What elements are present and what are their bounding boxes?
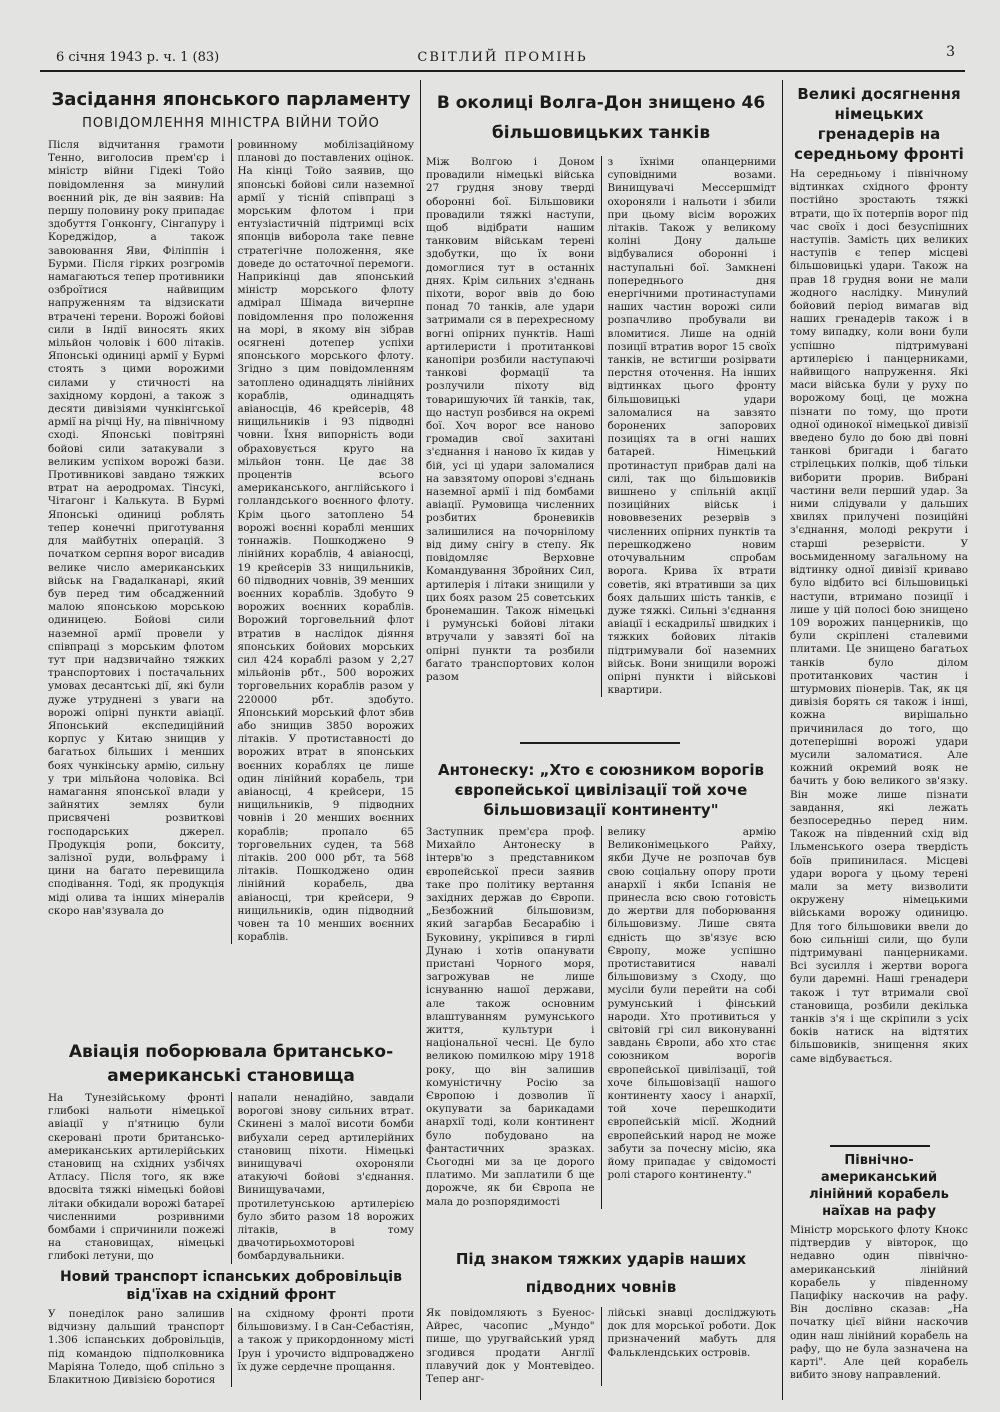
article-japan-col1: Після відчитання грамоти Тенно, виголосив прем'єр і міністр війни Гідекі Тойо повідомлення за минулий воєнний рік, де він заявив: На першу половину року припадає здобуття Гонконгу, Сінгапуру і Кореджідор, а також завоювання Яви, Філіппін і Бурми. Після гірких розгромів намагаються тепер противники озброїтися найвищим напруженням та відзискати втрачені терени. Ворожі бойові сили в Індії виносять яких мільйон чоловік і 600 літаків. Японські одиниці армії у Бурмі стоять з цими ворожими силами у стичності на західному кордоні, а також з десяти дивізіями чункінгської армії на річці Ну, на північному сході. Японські повітряні бойові сили затакували з великим успіхом ворожі бази. Противникові завдано тяжких втрат на аеродромах. Тінсукі, Чітагонг і Калькута. В Бурмі Японські одиниці роблять тепер конечні приготування для майбутніх операцій. З початком серпня ворог висадив велике число американських військ на Гвадалканарі, який був перед тим обсадженний малою японською морською одиницею. Бойові сили наземної армії провели у співпраці з морським флотом тут при надзвичайно тяжких транспортових і постачальних умовах десантські дії, які були дуже утруднені з уваги на ворожі опірні пункти авіації. Японський експедиційний корпус у Китаю знищив у багатьох більших і менших боях чункінську армію, сильну у три мільйона чоловіка. Всі намагання японської влади у зайнятих землях були присвячені розвиткові господарських джерел. Продукція ропи, бокситу, залізної руди, вольфраму і цини на багато перевищила сподівання. Тоді, як продукція міді олива та інших мінералів скоро нав'язувала до — [48, 139, 225, 917]
article-submarine-col1: Як повідомляють з Буенос-Айрес, часопис „Мундо" пише, що уругвайський уряд згодився продати Англії плавучий док у Монтевідео. Тепер анг- — [426, 1307, 595, 1386]
article-grenadiers — [790, 84, 968, 1144]
article-submarine — [426, 1245, 776, 1405]
article-submarine-title: Під знаком тяжких ударів наших підводних човнів — [455, 1250, 747, 1296]
article-submarine-col2: лійські знавці досліджують док для морської роботи. Док призначений мабуть для Фальклендських островів. — [607, 1307, 776, 1359]
article-aviation-col1: На Тунезійському фронті глибокі нальоти німецької авіації у п'ятницю були скеровані проти британсько-американських артилерійських становищ на східних узбічях Атласу. Після того, як вже вдосвіта тяжкі німецькі бойові літаки обкидали ворожі батареї численними розривними бомбами і спричинили пожежі на становищах, німецькі глибокі летуни, що — [48, 1092, 225, 1263]
article-grenadiers-title: Великі досягнення німецьких гренадерів на середньому фронті — [794, 85, 964, 163]
article-aviation — [48, 1040, 414, 1265]
article-spanish — [48, 1268, 414, 1403]
article-japan-subtitle: ПОВІДОМЛЕННЯ МІНІСТРА ВІЙНИ ТОЙО — [82, 116, 380, 131]
article-antonescu-col2: велику армію Великонімецького Райху, якби Дуче не розпочав був свою соціальну опору проти анархії і якби Іспанія не принесла всю свою готовість до жертви для поборювання більшовизму. Лише свята єдність що зв'язує всю Європу, може успішно протиставитися навалі більшовизму з Сходу, що мусіли були перейти на собі румунський і фінський народи. Хто противиться у світовій грі сил виконуванні завдань Європи, або хто стає союзником ворогів європейської цивілізації, той хоче більшовізації нашого континенту хаосу і анархії, той хоче перешкодити європейській місії. Жодний європейський народ не може забути за почесну місію, яка йому припадає у свідомості ролі старого континенту." — [607, 826, 776, 1182]
article-spanish-divider — [231, 1308, 232, 1387]
article-spanish-col2: на східному фронті проти більшовизму. І в Сан-Себастіян, а також у прикордонному місті Ірун і урочисто відпроваджено їх дуже сердечне прощання. — [237, 1308, 414, 1373]
article-antonescu-title: Антонеску: „Хто є союзником ворогів європейської цивілізації той хоче більшовизації континенту" — [438, 761, 764, 819]
article-battleship-title: Північно-американський лінійний корабель наїхав на рафу — [809, 1153, 949, 1219]
article-antonescu-divider — [601, 826, 602, 1209]
article-volga-col2: з їхніми опанцерними суповідними возами. Винищувачі Мессершмідт охороняли і нальоти і збили при цьому вісім ворожих літаків. Також у великому колінi Дону дальше відбувалися оборонні і наступальні бої. Замкнені попереднього дня енергічними протинаступами наших частин ворожі сили розпачливо пробували ви вломитися. Лише на одній позиції втратив ворог 15 своїх танків, не встигши розірвати перстня оточення. На інших відтинках цього фронту більшовицькі удари заломалися на завзято боронених запорових позиціях та в огні наших батарей. Німецький протинаступ прибрав далі на силі, так що більшовиків вишнено у спільній акції позиційних військ і нововвезених резервів з численних опірних пунктів та перешкоджено новим оточувальним спробам ворога. Крива їх втрати советів, які втративши за цих боях дальших шість танків, є дуже тяжкі. Сильні з'єднання авіації і ескадрильї швидких і тяжких бойових літаків підтримували бої наземних військ. Вони знищили ворожі опірні пункти і військові квартири. — [607, 156, 776, 697]
article-grenadiers-body: На середньому і північному відтинках східного фронту постійно зростають тяжкі втрати, що їх потерпів ворог під час своїх і досі безуспішних наступів. Замість цих великих наступів є тепер місцеві більшовицькі удари. Також на прав 18 грудня вони не мали жодного наслідку. Минулий бойовий період вимагав від наших гренадерів також і в тому випадку, коли вони були успішно підтримувані артилерією і панцерниками, найвищого напруження. Які маси війська були у руху по ворожому боці, це можна пізнати по тому, що проти одної одинокої німецької дивізії введено було до бою дві повні танкові бригади і багато стрілецьких полків, щоб тільки виборити прорив. Вибрані частини вели перший удар. За ними слідували у дальших хвилях прилучені позиційні з'єднання, молоді рекрути і старші резервісти. У восьмиденному загальному на відтинку одної дивізії криваво було відбито всі більшовицькі наступи, втримано позиції і лише у цій полосі бою знищено 109 ворожих панцерників, що були скріплені сталевими плитами. Це знищено багатьох танків було ділом протитанкових частин і штурмових піонерів. Так, як ця дивізія борять ся також і інші, кожна вирішально причинилася до того, що дотеперішні ворожі удари мусили заломатися. Але кожний окремий вояк не бачить у бою великого зв'язку. Він може лише пізнати завдання, які лежать безпосередньо перед ним. Також на південний схід від Ільменського озера твердість боїв припинилася. Місцеві удари ворога у цьому терені мали за мету визволити окружену німецькими військами ворожу одиницю. Для того більшовики ввели до бою сильніші сили, що були підтримувані панцерниками. Всі зусилля і жертви ворога були даремні. Наші гренадери також і тут втримали свої становища, розбили декілька танків з'я і ще скріпили з усіх боків натиск на відтятих більшовиків, знищення яких саме відбувається. — [790, 168, 968, 1065]
article-volga — [426, 88, 776, 728]
issue-date: 6 січня 1943 р. ч. 1 (83) — [56, 50, 220, 65]
column-rule-left — [420, 80, 421, 1400]
newspaper-title: СВІТЛИЙ ПРОМІНЬ — [417, 50, 588, 65]
column-rule-right — [782, 80, 783, 1400]
article-aviation-divider — [231, 1092, 232, 1264]
article-volga-col1: Між Волгою і Доном провадили німецькі війська 27 грудня знову тверді оборонні бої. Більшовики провадили тяжкі наступи, щоб відібрати нашим танковим військам терені здобутки, що їх вони домоглися тут в останніх днях. Крім сильних з'єднань піхоти, ворог ввів до бою понад 70 танків, але удари затримали ся в перехресному вогні опірних пунктів. Наші артилеристи і протитанкові канопіри розбили наступаючі танкові формації та розлучили піхоту від товаришуючих їй танків, так, що наступ розбився на окремі бої. Хоч ворог все наново громадив свої захитані з'єднання і наново їх кидав у бій, усі ці удари заломалися на завзятому опорові з'єднань наземної армії і під бомбами авіації. Румовища численних розбитих броневиків залишилися на почорнілому від диму снігу в степу. Як повідомляє Верховне Командування Збройних Сил, артилерія і літаки знищили у цих боях разом 25 советських бронемашин. Також німецькі і румунські бойові літаки втручали у завзяті бої на опірні пункти та розбили багато транспортових колон разом — [426, 156, 595, 683]
article-japan-col2: ровинному мобілізаційному планові до поставлених оцінок. На кінці Тойо заявив, що японські бойові сили наземної армії у тісній співпраці з морським флотом і при ентузіастичній підтримці всіх японців виборола таке певне стратегічне положення, яке доведе до остаточної перемоги. Наприкінці дав японський міністр морського флоту адмірал Шімада вичерпне повідомлення про положення на морі, в якому він зібрав осягнені дотепер успіхи японського морського флоту. Згідно з цим повідомленням затоплено одинадцять лінійних кораблів, одинадцять авіаносців, 46 крейсерів, 48 нищильників і 93 підводні човни. Їхня випорність води обраховується круго на мільйон тонн. Це дає 38 процентів всього американського, англійського і голландського воєнного флоту. Крім цього затоплено 54 ворожі воєнні кораблі менших тоннажів. Пошкоджено 9 лінійних кораблів, 4 авіаносці, 19 крейсерів 33 нищильників, 60 підводних човнів, 39 менших воєнних кораблів. Здобуто 9 ворожих воєнних кораблів. Ворожий торговельний флот втратив в наслідок діяння японських бойових морських сил 424 кораблі разом у 2,27 мільйонів рбт., 500 ворожих торговельних кораблів разом у 220000 рбт. здобуто. Японський морський флот збив або знищив 3850 ворожих літаків. У протиставності до ворожих втрат в японських воєнних кораблях це лише один лінійний корабель, три авіаносці, 4 крейсери, 15 нищильників, 9 підводних човнів і 20 менших воєнних кораблів; пропало 65 торговельних суден, та 568 літаків. 200 000 рбт, та 568 літаків. Пошкоджено один лінійний корабель, два авіаносці, три крейсери, 9 нищильників, один підводний човен та 10 менших воєнних кораблів. — [237, 139, 414, 944]
article-spanish-col1: У понеділок рано залишив відчизну дальший транспорт 1.306 іспанських добровільців, під командою підполковника Маріяна Толедо, щоб спільно з Блакитною Дивізією боротися — [48, 1308, 225, 1387]
article-battleship — [790, 1152, 968, 1402]
separator-right — [830, 1145, 930, 1147]
article-antonescu — [426, 760, 776, 1235]
article-japan-divider — [231, 139, 232, 944]
article-aviation-title: Авіація поборювала британсько-американські становища — [68, 1042, 394, 1086]
article-japan — [48, 88, 414, 1038]
page-header — [40, 44, 965, 72]
header-rule — [40, 70, 965, 72]
article-volga-divider — [601, 156, 602, 697]
article-antonescu-col1: Заступник прем'єра проф. Михайло Антонеску в інтерв'ю з представником європейської преси заявив таке про політику вертання західних держав до Європи. „Безбожний більшовизм, який загарбав Бесарабію і Буковину, укріпився в гирлі Дунаю і хотів опанувати пристані Чорного моря, загрожував не лише існуванню нашої держави, але також основним влаштуванням румунського життя, культури і національної чесні. Це було великою помилкою міру 1918 року, що він залишив комуністичну Росію за Європою і дозволив її окупувати за барикадами анархії тоді, коли континент було побудовано на фантастичних зразках. Сьогодні ми за це дорого платимо. Ми заплатили б ще дорожче, як би Європа не мала до розпорядимості — [426, 826, 595, 1208]
article-battleship-body: Міністр морського флоту Кнокс підтвердив у вівторок, що недавно один північно-американський лінійний корабель у південному Пацифіку наскочив на рафу. Він дослівно сказав: „На початку цієї війни наскочив один наш лінійний корабель на рафу, що не була зазначена на карті". Але цей корабель вибито знову направлений. — [790, 1224, 968, 1382]
article-aviation-col2: напали ненадійно, завдали ворогові знову сильних втрат. Скинені з малої висоти бомби вибухали серед артилерійних становищ піхоти. Німецькі винищувачі охороняли атакуючі бойові з'єднання. Винищувачами, протилетунською артилерією було збито разом 18 ворожих літаків, в тому двачотирьохмоторові бомбардувальники. — [237, 1092, 414, 1263]
article-volga-title: В околиці Волга-Дон знищено 46 більшовицьких танків — [436, 93, 766, 143]
article-spanish-title: Новий транспорт іспанських добровільців від'їхав на східний фронт — [60, 1269, 402, 1303]
separator-mid — [520, 742, 680, 744]
article-japan-title: Засідання японського парламенту — [51, 89, 411, 110]
page-number: 3 — [946, 44, 955, 60]
article-submarine-divider — [601, 1307, 602, 1386]
